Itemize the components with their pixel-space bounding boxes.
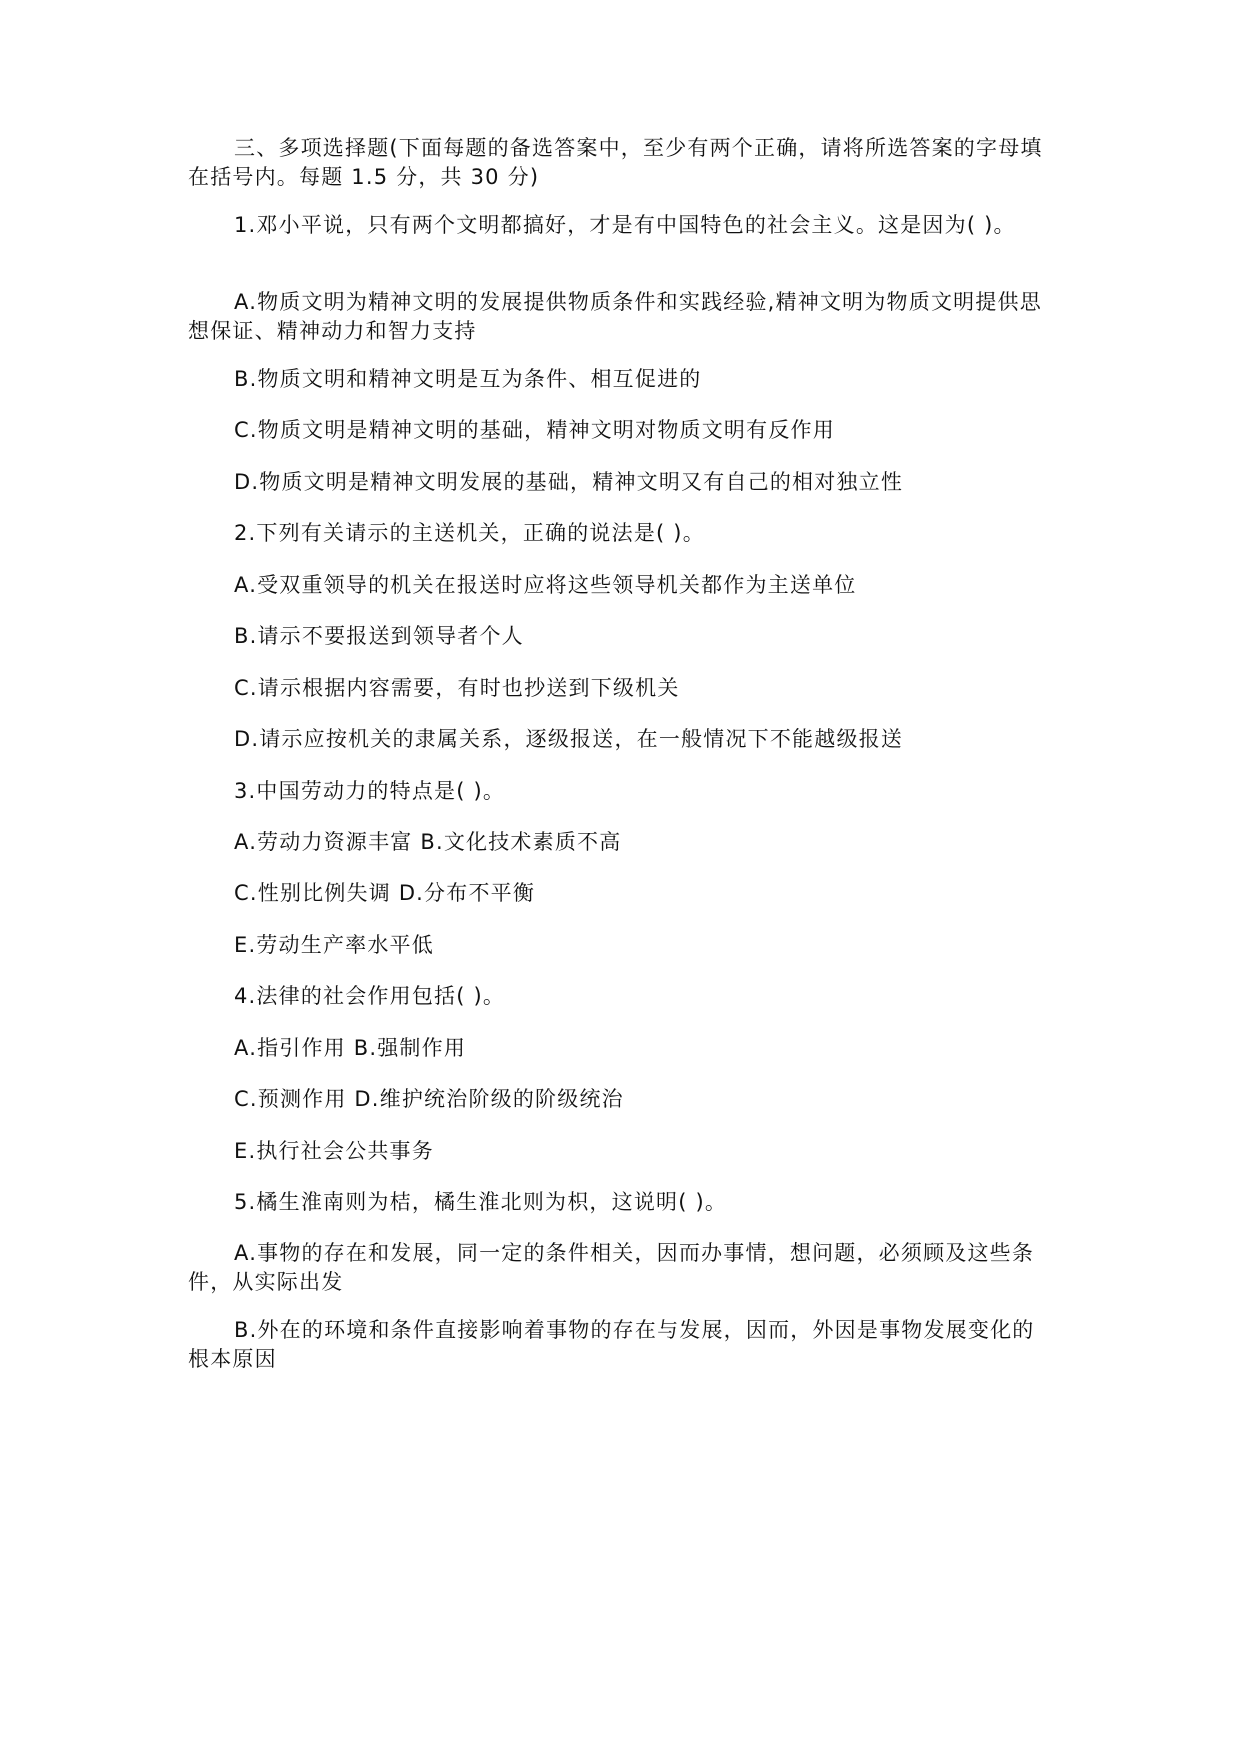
question-3-options-cd: C.性别比例失调 D.分布不平衡 [234, 881, 536, 905]
question-5-option-b: B.外在的环境和条件直接影响着事物的存在与发展，因而，外因是事物发展变化的根本原因 [188, 1318, 1035, 1371]
question-1-option-c: C.物质文明是精神文明的基础，精神文明对物质文明有反作用 [234, 418, 835, 442]
question-4-options-cd: C.预测作用 D.维护统治阶级的阶级统治 [234, 1087, 624, 1111]
question-4-options-ab: A.指引作用 B.强制作用 [234, 1036, 467, 1060]
question-4-stem: 4.法律的社会作用包括( )。 [234, 984, 506, 1008]
question-2-option-b: B.请示不要报送到领导者个人 [234, 624, 524, 648]
question-2-option-a: A.受双重领导的机关在报送时应将这些领导机关都作为主送单位 [234, 573, 857, 597]
question-2-stem: 2.下列有关请示的主送机关，正确的说法是( )。 [234, 521, 705, 545]
question-4-option-e: E.执行社会公共事务 [234, 1139, 434, 1163]
question-1-option-d: D.物质文明是精神文明发展的基础，精神文明又有自己的相对独立性 [234, 470, 904, 494]
question-3-stem: 3.中国劳动力的特点是( )。 [234, 779, 506, 803]
question-1-option-b: B.物质文明和精神文明是互为条件、相互促进的 [234, 367, 702, 391]
question-5-stem: 5.橘生淮南则为桔，橘生淮北则为枳，这说明( )。 [234, 1190, 728, 1214]
question-1-stem: 1.邓小平说，只有两个文明都搞好，才是有中国特色的社会主义。这是因为( )。 [234, 213, 1016, 237]
question-3-option-e: E.劳动生产率水平低 [234, 933, 434, 957]
question-2-option-d: D.请示应按机关的隶属关系，逐级报送，在一般情况下不能越级报送 [234, 727, 904, 751]
section-intro: 三、多项选择题(下面每题的备选答案中，至少有两个正确，请将所选答案的字母填在括号内。每题 1.5 分，共 30 分) [188, 136, 1043, 189]
question-5-option-a: A.事物的存在和发展，同一定的条件相关，因而办事情，想问题，必须顾及这些条件，从实际出发 [188, 1241, 1035, 1294]
question-2-option-c: C.请示根据内容需要，有时也抄送到下级机关 [234, 676, 680, 700]
question-1-option-a: A.物质文明为精神文明的发展提供物质条件和实践经验,精神文明为物质文明提供思想保证、精神动力和智力支持 [188, 290, 1042, 343]
question-3-options-ab: A.劳动力资源丰富 B.文化技术素质不高 [234, 830, 622, 854]
